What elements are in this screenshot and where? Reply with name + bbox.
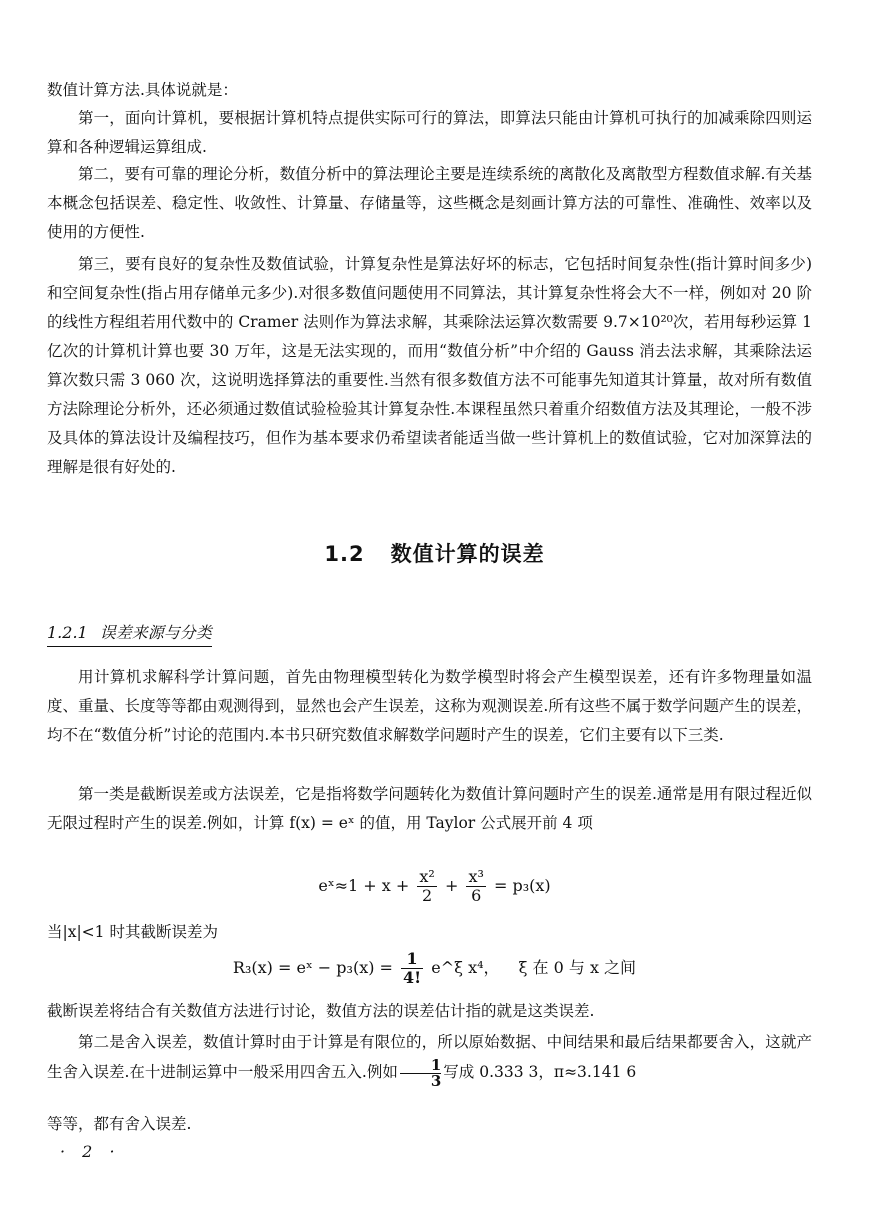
subsection-heading bbox=[47, 620, 212, 647]
taylor-formula bbox=[0, 868, 869, 905]
rounding-text-after: 写成 0.333 3，π≈3.141 6 bbox=[443, 1063, 637, 1081]
inline-fraction-denominator: 3 bbox=[430, 1071, 442, 1090]
paragraph-condition: 当|x|<1 时其截断误差为 bbox=[47, 923, 218, 941]
paragraph-second-point: 第二，要有可靠的理论分析，数值分析中的算法理论主要是连续系统的离散化及离散型方程数值求解.有关基本概念包括误差、稳定性、收敛性、计算量、存储量等，这些概念是刻画计算方法的可靠性、准确性、效率以及使用的方便性. bbox=[47, 165, 812, 241]
paragraph-third-point: 第三，要有良好的复杂性及数值试验，计算复杂性是算法好坏的标志，它包括时间复杂性(指计算时间多少)和空间复杂性(指占用存储单元多少).对很多数值问题使用不同算法，其计算复杂性将会大不一样，例如对 20 阶的线性方程组若用代数中的 Cramer 法则作为算法求解，其乘除法运算次数需要 9.7×10²⁰次，若用每秒运算 1 亿次的计算机计算也要 30 万年，这是无法实现的，而用“数值分析”中介绍的 Gauss 消去法求解，其乘除法运算次数只需 3 060 次，这说明选择算法的重要性.当然有很多数值方法不可能事先知道其计算量，故对所有数值方法除理论分析外，还必须通过数值试验检验其计算复杂性.本课程虽然只着重介绍数值方法及其理论，一般不涉及具体的算法设计及编程技巧，但作为基本要求仍希望读者能适当做一些计算机上的数值试验，它对加深算法的理解是很有好处的. bbox=[47, 255, 812, 476]
fraction-numerator: 1 bbox=[401, 950, 423, 969]
remainder-formula bbox=[0, 950, 869, 987]
subsection-title: 误差来源与分类 bbox=[99, 623, 212, 642]
taylor-rhs: = p₃(x) bbox=[493, 876, 551, 895]
inline-fraction-one-third bbox=[400, 1055, 442, 1090]
section-heading bbox=[0, 538, 869, 568]
fraction-numerator: x² bbox=[419, 867, 435, 886]
paragraph-intro: 数值计算方法.具体说就是： bbox=[47, 81, 238, 99]
remainder-note: ξ 在 0 与 x 之间 bbox=[518, 958, 637, 977]
paragraph-error-sources: 用计算机求解科学计算问题，首先由物理模型转化为数学模型时将会产生模型误差，还有许多物理量如温度、重量、长度等等都由观测得到，显然也会产生误差，这称为观测误差.所有这些不属于数学问题产生的误差，均不在“数值分析”讨论的范围内.本书只研究数值求解数学问题时产生的误差，它们主要有以下三类. bbox=[47, 668, 812, 744]
fraction-denominator: 2 bbox=[422, 886, 433, 905]
paragraph-rounding-error bbox=[47, 1027, 812, 1089]
paragraph-truncation-error: 第一类是截断误差或方法误差，它是指将数学问题转化为数值计算问题时产生的误差.通常是用有限过程近似无限过程时产生的误差.例如，计算 f(x) = eˣ 的值，用 Taylor 公式展开前 4 项 bbox=[47, 785, 812, 832]
rounding-text-before: 第二是舍入误差，数值计算时由于计算是有限位的，所以原始数据、中间结果和最后结果都要舍入，这就产生舍入误差.在十进制运算中一般采用四舍五入.例如 bbox=[47, 1033, 812, 1081]
taylor-plus: + bbox=[444, 876, 459, 895]
fraction-denominator: 6 bbox=[471, 886, 482, 905]
section-title: 数值计算的误差 bbox=[390, 542, 545, 566]
paragraph-truncation-note: 截断误差将结合有关数值方法进行讨论，数值方法的误差估计指的就是这类误差. bbox=[47, 1002, 595, 1020]
paragraph-rounding-end: 等等，都有舍入误差. bbox=[47, 1115, 192, 1133]
inline-fraction-numerator: 1 bbox=[400, 1058, 441, 1074]
remainder-lhs: R₃(x) = eˣ − p₃(x) = bbox=[232, 958, 393, 977]
section-number: 1.2 bbox=[324, 542, 365, 566]
fraction-x3-over-6 bbox=[466, 868, 485, 905]
page-number: · 2 · bbox=[60, 1142, 121, 1161]
fraction-denominator: 4! bbox=[403, 968, 422, 987]
taylor-lhs: eˣ≈1 + x + bbox=[318, 876, 410, 895]
subsection-number: 1.2.1 bbox=[47, 623, 88, 642]
fraction-numerator: x³ bbox=[468, 867, 484, 886]
remainder-tail: e^ξ x⁴， bbox=[431, 958, 500, 977]
fraction-1-over-4-factorial bbox=[401, 950, 423, 987]
fraction-x2-over-2 bbox=[417, 868, 436, 905]
paragraph-first-point: 第一，面向计算机，要根据计算机特点提供实际可行的算法，即算法只能由计算机可执行的加减乘除四则运算和各种逻辑运算组成. bbox=[47, 109, 812, 156]
